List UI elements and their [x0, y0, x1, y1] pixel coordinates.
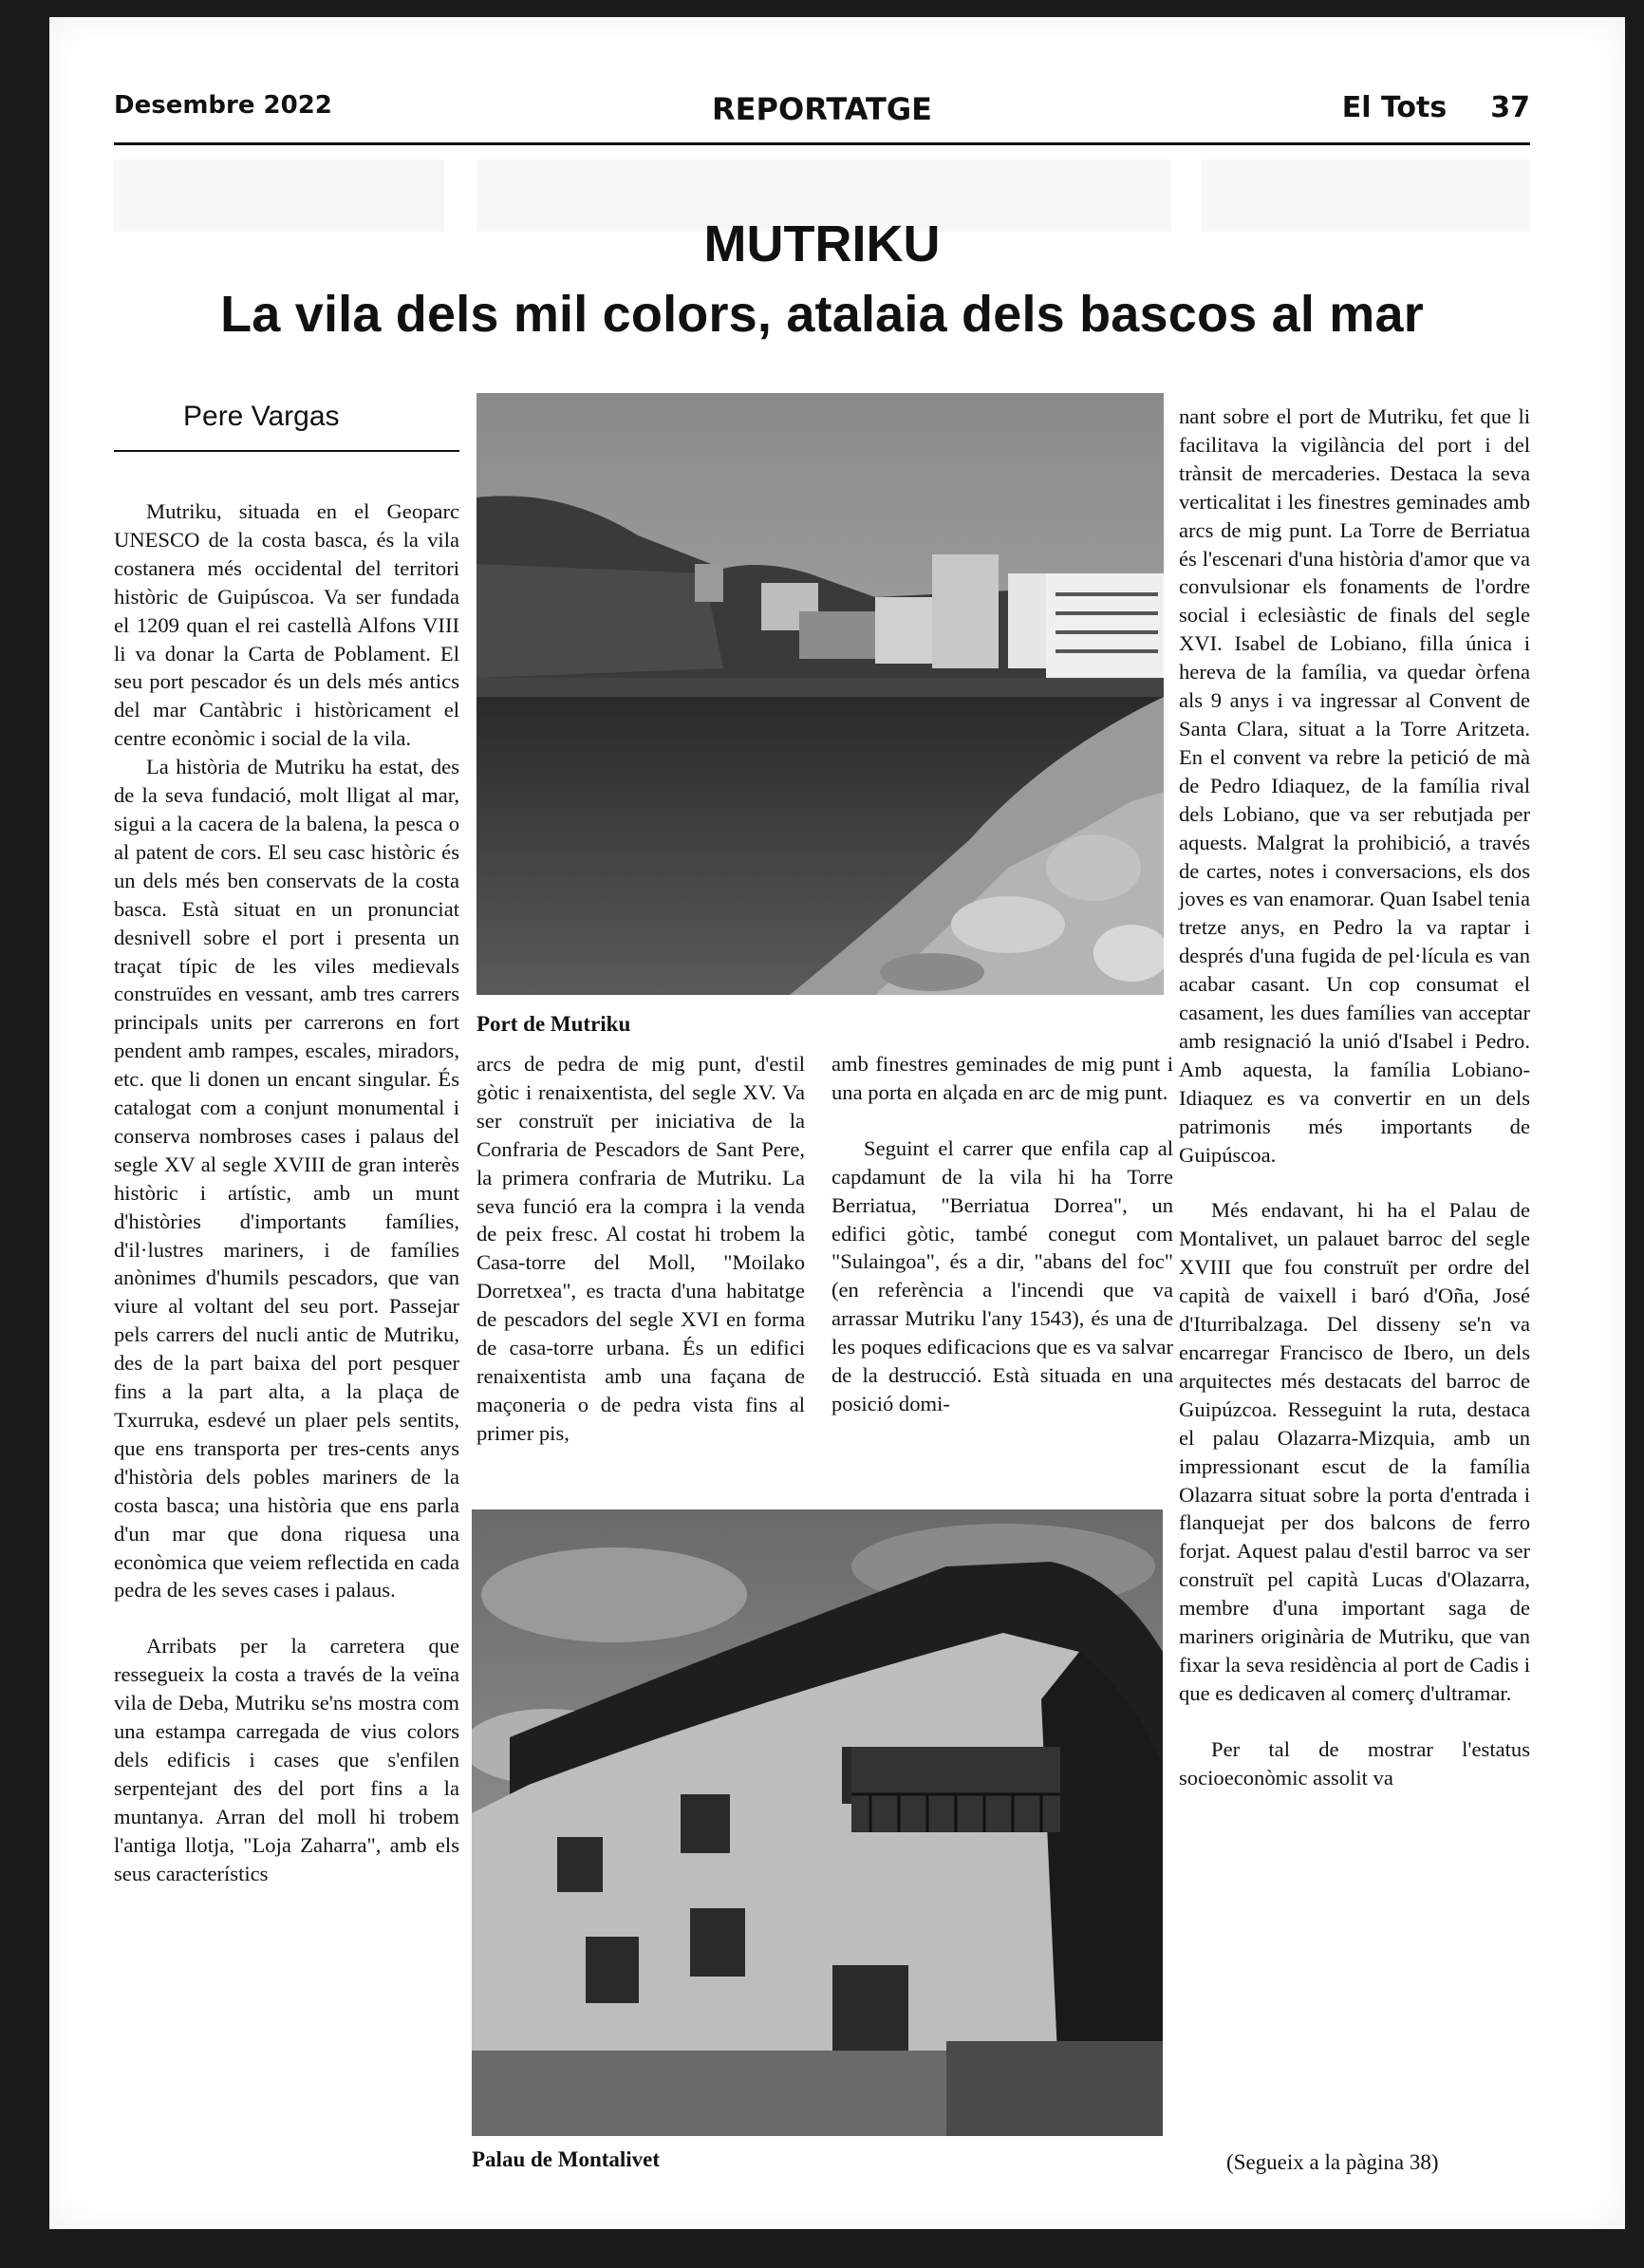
paragraph: Arribats per la carretera que ressegueix la costa a través de la veïna vila de Deba, Mutriku se'ns mostra com una estampa carregada de vius colors dels edificis i cases que s'enfilen serpentejant des del port fins a la muntanya. Arran del moll hi trobem l'antiga llotja, "Loja Zaharra", amb els seus característics: [114, 1634, 459, 1885]
page-number: 37: [1490, 91, 1530, 124]
article-title: MUTRIKU: [703, 216, 941, 272]
paragraph: Més endavant, hi ha el Palau de Montalivet, un palauet barroc del segle XVIII que fou construït per ordre del capità de vaixell i baró d'Oña, José d'Iturribalzaga. Del disseny se'n va encarregar Francisco de Ibero, un dels arquitectes més destacats del barroc de Guipúzcoa. Resseguint la ruta, destaca el palau Olazarra-Mizquia, amb un impressionant escut de la família Olazarra situat sobre la porta d'entrada i flanquejat per dos balcons de ferro forjat. Aquest palau d'estil barroc va ser construït pel capità Lucas d'Olazarra, membre d'una important saga de mariners originària de Mutriku, que van fixar la seva residència al port de Cadis i que es dedicaven al comerç d'ultramar.: [1179, 1198, 1530, 1705]
text-column-3: [831, 1050, 1173, 1418]
text-column-4: [1179, 403, 1530, 1792]
paragraph: arcs de pedra de mig punt, d'estil gòtic i renaixentista, del segle XV. Va ser construït per iniciativa de la Confraria de Pescadors de Sant Pere, la primera confraria de Mutriku. La seva funció era la compra i la venda de peix fresc. Al costat hi trobem la Casa-torre del Moll, "Moilako Dorretxea", es tracta d'una habitatge de pescadors del segle XVI en forma de casa-torre urbana. És un edifici renaixentista amb una façana de maçoneria o de pedra vista fins al primer pis,: [476, 1052, 805, 1445]
issue-date: Desembre 2022: [114, 91, 332, 120]
paragraph: amb finestres geminades de mig punt i una porta en alçada en arc de mig punt.: [831, 1052, 1173, 1104]
paragraph: nant sobre el port de Mutriku, fet que li facilitava la vigilància del port i del trànsit de mercaderies. Destaca la seva verticalitat i les finestres geminades amb arcs de mig punt. La Torre de Berriatua és l'escenari d'una història d'amor que va convulsionar els fonaments de l'ordre social i eclesiàstic de finals del segle XVI. Isabel de Lobiano, filla única i hereva de la família, va quedar òrfena als 9 anys i va ingressar al Convent de Santa Clara, situat a la Torre Aritzeta. En el convent va rebre la petició de mà de Pedro Idiaquez, de la família rival dels Lobiano, que va ser rebutjada per aquests. Malgrat la prohibició, a través de cartes, notes i conversacions, els dos joves es van enamorar. Quan Isabel tenia tretze anys, en Pedro la va raptar i després d'una fugida de pel·lícula es van acabar casant. Un cop consumat el casament, les dues famílies van acceptar amb resignació la unió d'Isabel i Pedro. Amb aquesta, la família Lobiano-Idiaquez es va convertir en un dels patrimonis més importants de Guipúscoa.: [1179, 404, 1530, 1167]
section-title: REPORTATGE: [712, 91, 932, 127]
palace-photo-caption: Palau de Montalivet: [472, 2147, 661, 2171]
port-photo-image: [476, 393, 1164, 995]
port-photo-caption: Port de Mutriku: [476, 1012, 631, 1036]
palace-photo-image: [472, 1509, 1163, 2136]
paragraph: Mutriku, situada en el Geoparc UNESCO de la costa basca, és la vila costanera més occidental del territori històric de Guipúscoa. Va ser fundada el 1209 quan el rei castellà Alfons VIII li va donar la Carta de Poblament. El seu port pescador és un dels més antics del mar Cantàbric i històricament el centre econòmic i social de la vila.: [114, 499, 459, 751]
header-rule: [114, 142, 1530, 145]
author-byline: Pere Vargas: [183, 401, 340, 432]
continuation-note: (Segueix a la pàgina 38): [1226, 2150, 1439, 2174]
palace-photo: [472, 1509, 1163, 2136]
byline-rule: [114, 450, 459, 452]
publication-header: [1342, 91, 1530, 124]
paragraph: Per tal de mostrar l'estatus socioeconòmic assolit va: [1179, 1736, 1530, 1790]
publication-name: El Tots: [1341, 91, 1448, 124]
article-subtitle: La vila dels mil colors, atalaia dels bascos al mar: [220, 286, 1424, 343]
paragraph: Seguint el carrer que enfila cap al capdamunt de la vila hi ha Torre Berriatua, "Berriatua Dorrea", un edifici gòtic, també conegut com "Sulaingoa", és a dir, "abans del foc" (en referència a l'incendi que va arrassar Mutriku l'any 1543), és una de les poques edificacions que es va salvar de la destrucció. Està situada en una posició domi-: [831, 1135, 1173, 1415]
text-column-1: [114, 497, 459, 1888]
paragraph: La història de Mutriku ha estat, des de la seva fundació, molt lligat al mar, sigui a la cacera de la balena, la pesca o al patent de cors. El seu casc històric és un dels més ben conservats de la costa basca. Està situat en un pronunciat desnivell sobre el port i presenta un traçat típic de les viles medievals construïdes en vessant, amb tres carrers principals units per carrerons en fort pendent amb rampes, escales, miradors, etc. que li donen un encant singular. És catalogat com a conjunt monumental i conserva nombroses cases i palaus del segle XV al segle XVIII de gran interès històric i artístic, amb un munt d'històries d'importants famílies, d'il·lustres mariners, i de famílies anònimes d'humils pescadors, que van viure al voltant del seu port. Passejar pels carrers del nucli antic de Mutriku, des de la part baixa del port pesquer fins a la part alta, a la plaça de Txurruka, esdevé un plaer pels sentits, que ens transporta per tres-cents anys d'història dels pobles mariners de la costa basca; una història que ens parla d'un mar que dona riquesa una econòmica que veiem reflectida en cada pedra de les seves cases i palaus.: [114, 755, 459, 1603]
text-column-2: [476, 1050, 805, 1448]
port-photo: [476, 393, 1164, 995]
